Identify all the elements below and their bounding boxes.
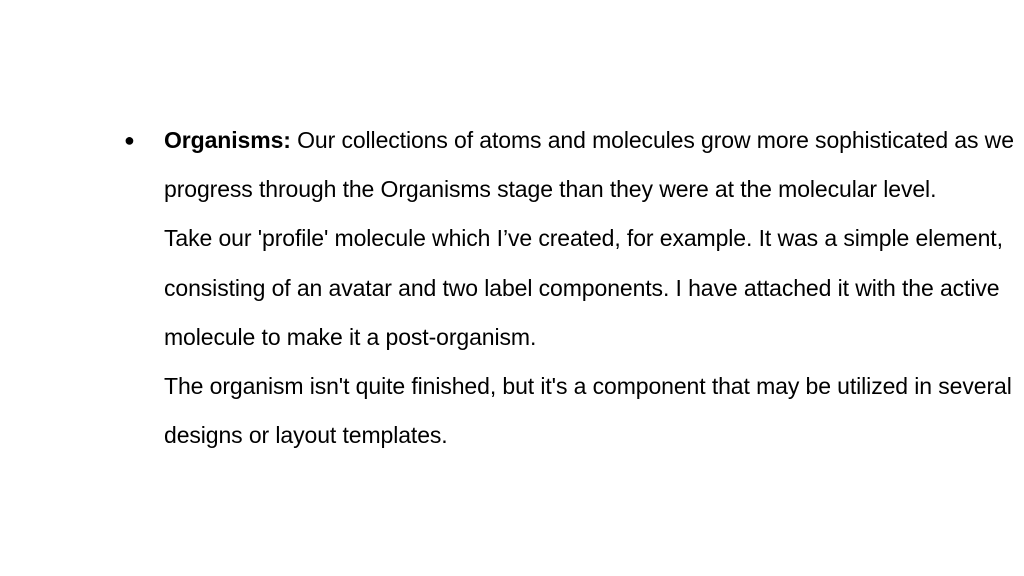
bullet-term: Organisms: bbox=[164, 127, 291, 153]
paragraph-reuse: The organism isn't quite finished, but it's a component that may be utilized in several designs or layout templates. bbox=[164, 373, 1012, 449]
bullet-icon: ● bbox=[124, 130, 135, 150]
paragraph-intro bbox=[164, 116, 1014, 214]
paragraph-profile-example: Take our 'profile' molecule which I’ve created, for example. It was a simple element, consisting of an avatar and two label components. I have attached it with the active molecule to make it a post-organism. bbox=[164, 225, 1003, 350]
paragraph-text: Our collections of atoms and molecules grow more sophisticated as we progress through the Organisms stage than they were at the molecular level. bbox=[164, 127, 1014, 203]
bullet-item-organisms bbox=[124, 116, 1014, 460]
